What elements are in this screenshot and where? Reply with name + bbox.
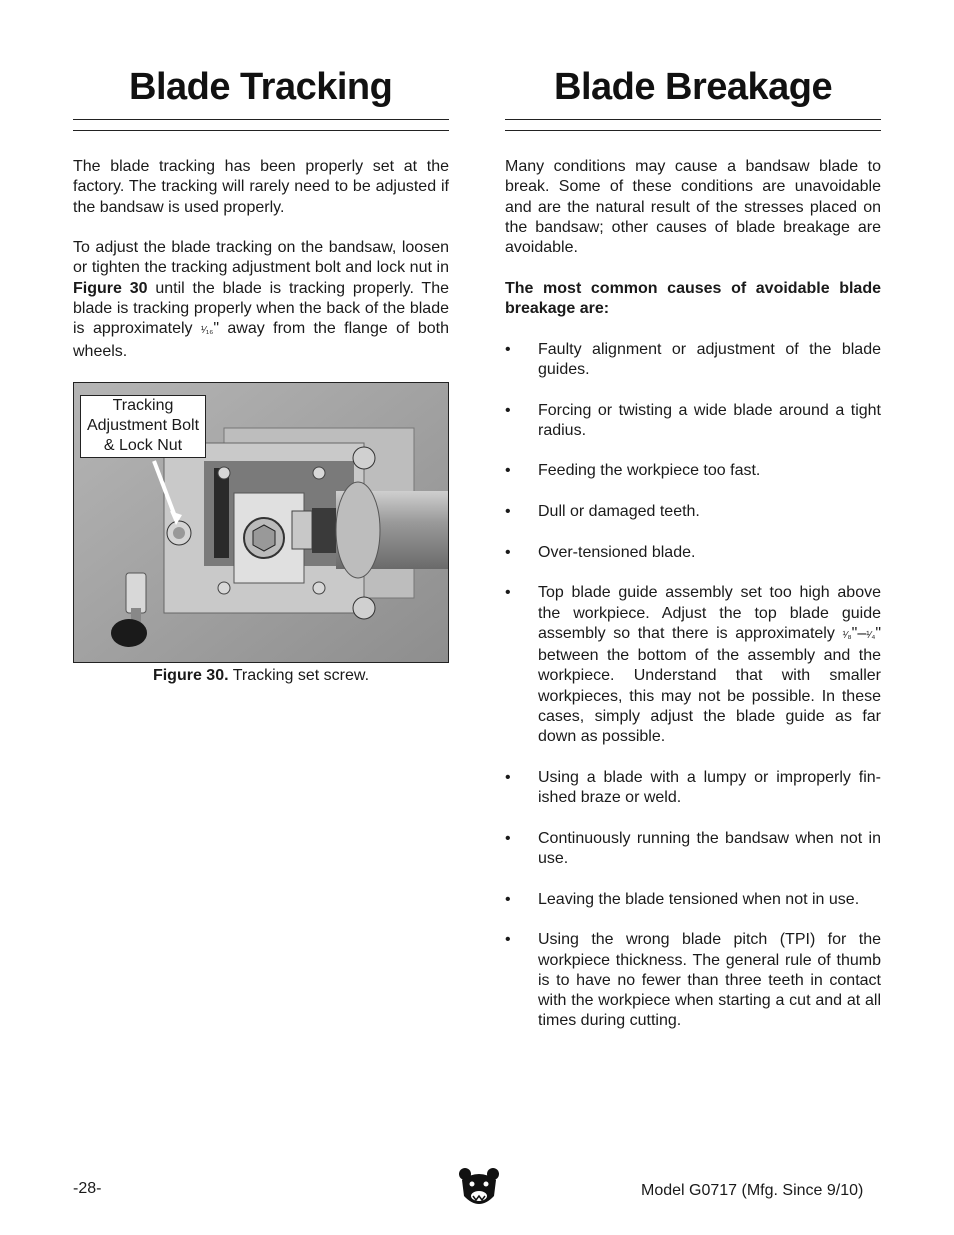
bear-head-logo-icon — [458, 1166, 500, 1210]
list-item: • Top blade guide assembly set too high above the workpiece. Adjust the top blade guide assembly so that there is approximately ¹⁄₈"–¹⁄₄" between the bottom of the assembly and the workpiece. Understand that with smaller workpieces, this may not be possible. In these cases, simply adjust the blade guide as far down as possible. — [505, 584, 881, 746]
page-number: -28- — [73, 1180, 102, 1197]
list-item: • Over-tensioned blade. — [505, 543, 696, 561]
heading-rule-top — [73, 119, 449, 120]
blade-tracking-text — [73, 157, 449, 382]
list-item: • Forcing or twisting a wide blade around a tight radius. — [505, 401, 881, 439]
list-item: • Faulty alignment or adjustment of the blade guides. — [505, 340, 881, 378]
heading-rule-bottom — [73, 130, 449, 131]
figure-30-photo — [73, 382, 449, 663]
list-item: • Using the wrong blade pitch (TPI) for the workpiece thickness. The general rule of thumb is to have no fewer than three teeth in contact with the workpiece when starting a cut and at all times during cutting. — [505, 931, 881, 1030]
tracking-paragraph-2: To adjust the blade tracking on the bandsaw, loosen or tighten the tracking adjustment bolt and lock nut in Figure 30 until the blade is tracking properly. The blade is tracking properly when the back of the blade is approximately ¹⁄₁₆" away from the flange of both wheels. — [73, 239, 450, 360]
list-item: • Using a blade with a lumpy or improperly finished braze or weld. — [505, 768, 881, 807]
figure-caption: Figure 30. Tracking set screw. — [152, 667, 370, 684]
figure-callout-label: Tracking Adjustment Bolt & Lock Nut — [80, 395, 206, 458]
breakage-lead: The most common causes of avoidable blade breakage are: — [505, 279, 881, 318]
list-item: • Dull or damaged teeth. — [505, 503, 700, 521]
fraction-1-16: ¹⁄₁₆ — [200, 325, 214, 337]
list-item: • Leaving the blade tensioned when not in use. — [505, 890, 860, 908]
model-info: Model G0717 (Mfg. Since 9/10) — [641, 1182, 864, 1199]
heading-rule-bottom — [505, 130, 881, 131]
blade-breakage-heading: Blade Breakage — [554, 66, 833, 108]
heading-rule-top — [505, 119, 881, 120]
blade-breakage-text — [505, 157, 881, 1052]
blade-tracking-heading: Blade Tracking — [129, 66, 393, 108]
breakage-intro: Many conditions may cause a bandsaw blade to break. Some of these conditions are unavoidable and are the natural result of the stresses placed on the bandsaw; other causes of blade breakage are avoidable. — [505, 158, 881, 257]
list-item: • Continuously running the bandsaw when not in use. — [505, 829, 881, 868]
breakage-causes-list — [505, 340, 881, 1032]
tracking-paragraph-1: The blade tracking has been properly set at the factory. The tracking will rarely need to be adjusted if the bandsaw is used properly. — [73, 158, 449, 216]
list-item: • Feeding the workpiece too fast. — [505, 462, 761, 480]
figure-reference: Figure 30 — [73, 279, 148, 297]
